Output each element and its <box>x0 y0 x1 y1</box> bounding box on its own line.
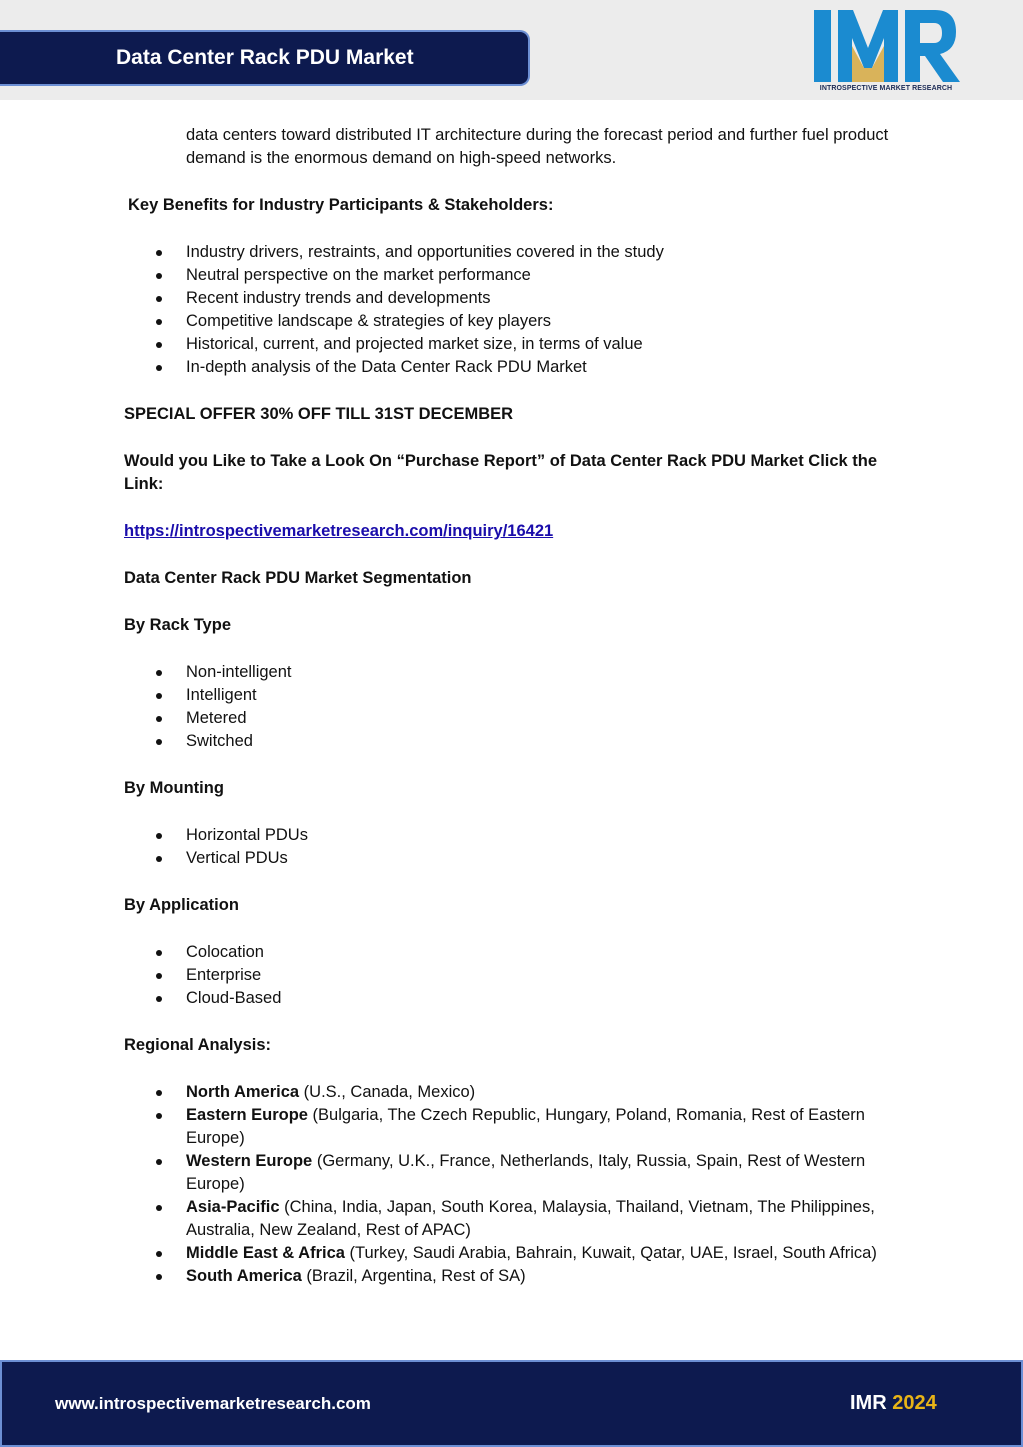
list-item: Intelligent <box>124 684 904 707</box>
list-item: In-depth analysis of the Data Center Rack PDU Market <box>124 356 904 379</box>
application-list <box>124 941 904 1010</box>
region-detail: (Germany, U.K., France, Netherlands, Italy, Russia, Spain, Rest of Western Europe) <box>186 1152 866 1193</box>
list-item <box>124 1196 904 1242</box>
rack-type-heading: By Rack Type <box>124 616 231 634</box>
list-item: Vertical PDUs <box>124 847 904 870</box>
list-item <box>124 1081 904 1104</box>
list-item: Colocation <box>124 941 904 964</box>
list-item: Recent industry trends and developments <box>124 287 904 310</box>
footer-url[interactable]: www.introspectivemarketresearch.com <box>55 1394 371 1413</box>
list-item: Enterprise <box>124 964 904 987</box>
title-banner <box>0 30 530 86</box>
list-item <box>124 1104 904 1150</box>
imr-logo-icon <box>810 8 962 86</box>
region-name: Eastern Europe <box>186 1106 308 1124</box>
footer-brand <box>850 1392 937 1415</box>
region-name: South America <box>186 1267 302 1285</box>
list-item: Horizontal PDUs <box>124 824 904 847</box>
region-detail: (Bulgaria, The Czech Republic, Hungary, Poland, Romania, Rest of Eastern Europe) <box>186 1106 865 1147</box>
rack-type-list <box>124 661 904 753</box>
special-offer: SPECIAL OFFER 30% OFF TILL 31ST DECEMBER <box>124 405 514 423</box>
benefits-list <box>124 241 904 379</box>
list-item: Cloud-Based <box>124 987 904 1010</box>
logo-caption: INTROSPECTIVE MARKET RESEARCH <box>819 85 953 92</box>
region-list <box>124 1081 904 1288</box>
footer-banner <box>0 1360 1023 1447</box>
footer-brand-name: IMR <box>850 1392 887 1414</box>
region-name: Middle East & Africa <box>186 1244 345 1262</box>
list-item: Switched <box>124 730 904 753</box>
list-item <box>124 1242 904 1265</box>
list-item: Metered <box>124 707 904 730</box>
region-name: North America <box>186 1083 300 1101</box>
region-detail: (U.S., Canada, Mexico) <box>299 1083 476 1101</box>
list-item: Non-intelligent <box>124 661 904 684</box>
list-item <box>124 1150 904 1196</box>
regional-heading: Regional Analysis: <box>124 1036 272 1054</box>
region-detail: (China, India, Japan, South Korea, Malaysia, Thailand, Vietnam, The Philippines, Australia, New Zealand, Rest of APAC) <box>186 1198 875 1239</box>
segmentation-heading: Data Center Rack PDU Market Segmentation <box>124 569 472 587</box>
benefits-heading: Key Benefits for Industry Participants & Stakeholders: <box>128 196 554 214</box>
purchase-prompt: Would you Like to Take a Look On “Purchase Report” of Data Center Rack PDU Market Click the Link: <box>124 452 878 493</box>
application-heading: By Application <box>124 896 239 914</box>
intro-paragraph: data centers toward distributed IT architecture during the forecast period and further fuel product demand is the enormous demand on high-speed networks. <box>186 126 889 167</box>
list-item <box>124 1265 904 1288</box>
footer-year: 2024 <box>892 1392 937 1414</box>
list-item: Industry drivers, restraints, and opportunities covered in the study <box>124 241 904 264</box>
page-title: Data Center Rack PDU Market <box>116 46 414 69</box>
region-name: Western Europe <box>186 1152 313 1170</box>
mounting-list <box>124 824 904 870</box>
list-item: Neutral perspective on the market performance <box>124 264 904 287</box>
main-content <box>124 124 904 1288</box>
list-item: Competitive landscape & strategies of key players <box>124 310 904 333</box>
inquiry-link[interactable]: https://introspectivemarketresearch.com/inquiry/16421 <box>124 522 554 540</box>
region-name: Asia-Pacific <box>186 1198 280 1216</box>
region-detail: (Brazil, Argentina, Rest of SA) <box>301 1267 526 1285</box>
region-detail: (Turkey, Saudi Arabia, Bahrain, Kuwait, Qatar, UAE, Israel, South Africa) <box>344 1244 877 1262</box>
imr-logo <box>810 8 962 96</box>
list-item: Historical, current, and projected market size, in terms of value <box>124 333 904 356</box>
mounting-heading: By Mounting <box>124 779 224 797</box>
